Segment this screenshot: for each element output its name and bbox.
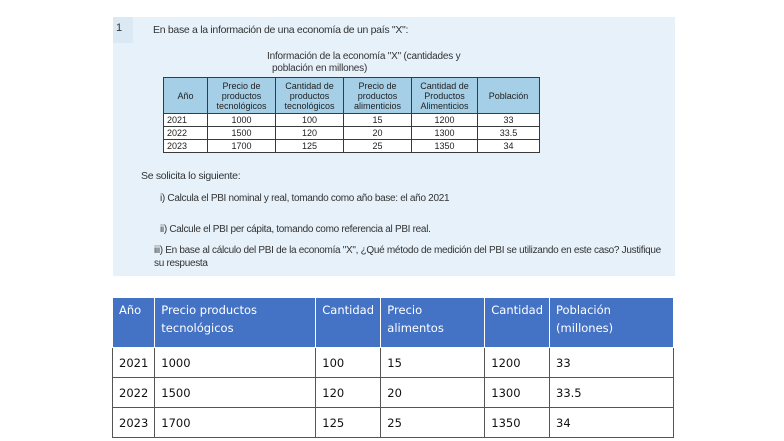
economy-cell: 1300 bbox=[412, 127, 478, 140]
economy-cell: 20 bbox=[344, 127, 412, 140]
economy-cell: 15 bbox=[344, 114, 412, 127]
summary-header-food-price: Precio alimentos bbox=[381, 298, 485, 348]
economy-header-food-qty: Cantidad de Productos Alimenticios bbox=[412, 78, 478, 114]
economy-table bbox=[163, 77, 540, 153]
summary-cell: 33 bbox=[550, 348, 674, 378]
economy-table-title bbox=[267, 51, 537, 75]
economy-cell: 1500 bbox=[208, 127, 276, 140]
summary-cell: 34 bbox=[550, 408, 674, 438]
economy-table-title-line2: población en millones) bbox=[272, 63, 368, 74]
economy-header-year: Año bbox=[164, 78, 208, 114]
economy-cell: 25 bbox=[344, 140, 412, 153]
economy-table-title-line1: Información de la economía "X" (cantidades y bbox=[267, 51, 461, 62]
question-item-ii: ii) Calcule el PBI per cápita, tomando como referencia al PBI real. bbox=[160, 224, 431, 235]
economy-cell: 2023 bbox=[164, 140, 208, 153]
question-item-i: i) Calcula el PBI nominal y real, tomando como año base: el año 2021 bbox=[160, 193, 450, 204]
economy-cell: 1200 bbox=[412, 114, 478, 127]
economy-header-food-price: Precio de productos alimenticios bbox=[344, 78, 412, 114]
summary-header-population: Población (millones) bbox=[550, 298, 674, 348]
summary-cell: 1350 bbox=[485, 408, 550, 438]
question-prompt: Se solicita lo siguiente: bbox=[141, 170, 241, 182]
summary-cell: 2022 bbox=[113, 378, 155, 408]
summary-cell: 15 bbox=[381, 348, 485, 378]
summary-cell: 120 bbox=[316, 378, 381, 408]
economy-cell: 33.5 bbox=[478, 127, 540, 140]
question-item-iii: iii) En base al cálculo del PBI de la economía "X", ¿Qué método de medición del PBI se utilizando en este caso? Justifique su respuesta bbox=[154, 245, 661, 269]
table-row bbox=[164, 140, 540, 153]
economy-cell: 100 bbox=[276, 114, 344, 127]
summary-cell: 25 bbox=[381, 408, 485, 438]
economy-cell: 1350 bbox=[412, 140, 478, 153]
table-row bbox=[113, 378, 674, 408]
summary-cell: 33.5 bbox=[550, 378, 674, 408]
summary-header-food-qty: Cantidad bbox=[485, 298, 550, 348]
economy-cell: 120 bbox=[276, 127, 344, 140]
economy-cell: 2021 bbox=[164, 114, 208, 127]
economy-header-tech-qty: Cantidad de productos tecnológicos bbox=[276, 78, 344, 114]
summary-table-header-row bbox=[113, 298, 674, 348]
economy-cell: 33 bbox=[478, 114, 540, 127]
table-row bbox=[164, 127, 540, 140]
summary-header-tech-price: Precio productos tecnológicos bbox=[155, 298, 316, 348]
economy-cell: 1700 bbox=[208, 140, 276, 153]
summary-header-year: Año bbox=[113, 298, 155, 348]
table-row bbox=[113, 408, 674, 438]
summary-cell: 100 bbox=[316, 348, 381, 378]
summary-cell: 1300 bbox=[485, 378, 550, 408]
economy-header-tech-price: Precio de productos tecnológicos bbox=[208, 78, 276, 114]
summary-cell: 1500 bbox=[155, 378, 316, 408]
summary-cell: 2023 bbox=[113, 408, 155, 438]
summary-cell: 125 bbox=[316, 408, 381, 438]
economy-cell: 34 bbox=[478, 140, 540, 153]
question-number: 1 bbox=[113, 17, 133, 43]
question-image bbox=[113, 17, 675, 276]
summary-cell: 1000 bbox=[155, 348, 316, 378]
table-row bbox=[164, 114, 540, 127]
summary-table bbox=[112, 297, 674, 438]
summary-header-tech-qty: Cantidad bbox=[316, 298, 381, 348]
table-row bbox=[113, 348, 674, 378]
question-intro: En base a la información de una economía de un país "X": bbox=[153, 24, 409, 36]
summary-cell: 2021 bbox=[113, 348, 155, 378]
economy-table-header-row bbox=[164, 78, 540, 114]
economy-header-population: Población bbox=[478, 78, 540, 114]
economy-cell: 1000 bbox=[208, 114, 276, 127]
economy-cell: 125 bbox=[276, 140, 344, 153]
summary-cell: 1700 bbox=[155, 408, 316, 438]
economy-cell: 2022 bbox=[164, 127, 208, 140]
summary-cell: 20 bbox=[381, 378, 485, 408]
summary-cell: 1200 bbox=[485, 348, 550, 378]
